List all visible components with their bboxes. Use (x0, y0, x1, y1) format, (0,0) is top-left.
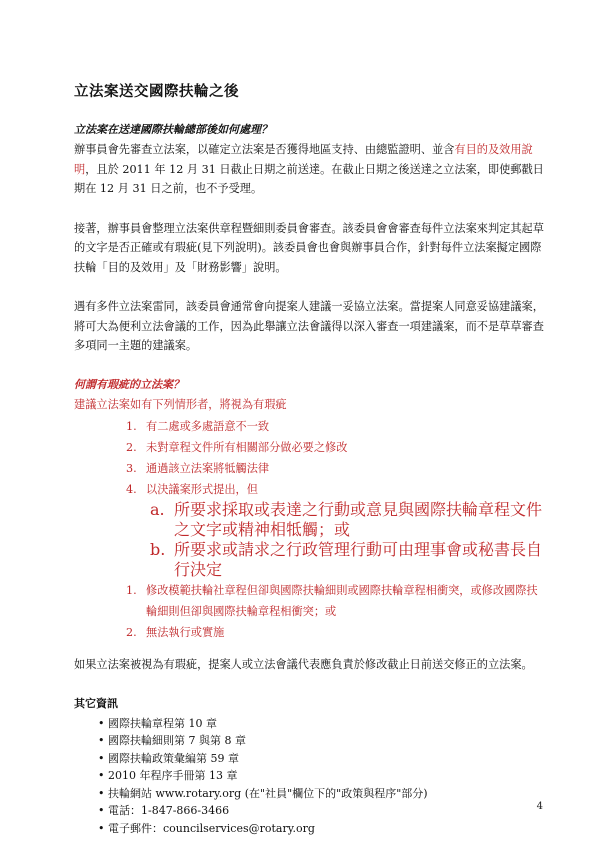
list-item (74, 732, 544, 750)
bullet-icon: • (98, 734, 105, 747)
list-item (74, 750, 544, 768)
list-item (74, 622, 544, 643)
sublist-item-text: 所要求採取或表達之行動或意見與國際扶輪章程文件之文字或精神相牴觸；或 (174, 500, 543, 539)
list-item (74, 785, 544, 803)
defect-list (74, 416, 544, 500)
paragraph-compromise: 遇有多件立法案雷同，該委員會通常會向提案人建議一妥協立法案。當提案人同意妥協建議案，將可大為便利立法會議的工作，因為此舉讓立法會議得以深入審查一項建議案，而不是草草審查多項同一主題的建議案。 (74, 300, 544, 352)
paragraph-review (74, 140, 544, 199)
list-number: 2. (126, 441, 137, 454)
list-number: 4. (126, 483, 137, 496)
paragraph-defective-outro: 如果立法案被視為有瑕疵，提案人或立法會議代表應負責於修改截止日前送交修正的立法案。 (74, 658, 533, 671)
sublist-item (74, 500, 544, 540)
list-item-text: 修改模範扶輪社章程但卻與國際扶輪細則或國際扶輪章程相衝突，或修改國際扶輪細則但卻與國際扶輪章程相衝突；或 (146, 584, 538, 618)
list-item (74, 580, 544, 622)
defect-list-continued (74, 580, 544, 643)
document-page (74, 80, 544, 837)
list-item (74, 437, 544, 458)
email-link[interactable]: 電子郵件：councilservices@rotary.org (108, 821, 315, 835)
list-number: 1. (126, 584, 137, 597)
bullet-icon: • (98, 821, 105, 835)
list-item (74, 479, 544, 500)
list-item (74, 715, 544, 733)
bullet-icon: • (98, 804, 105, 817)
defective-intro: 建議立法案如有下列情形者，將視為有瑕疵 (74, 397, 287, 411)
list-item-text: 通過該立法案將牴觸法律 (146, 462, 270, 475)
section-heading-defective: 何謂有瑕疵的立法案？ (74, 377, 184, 391)
website-link[interactable]: 扶輪網站 www.rotary.org (在"社員"欄位下的"政策與程序"部分) (108, 786, 428, 800)
list-number: 1. (126, 420, 137, 433)
info-heading: 其它資訊 (74, 696, 118, 710)
list-number: 2. (126, 626, 137, 639)
bullet-icon: • (98, 716, 105, 730)
info-item-text: 國際扶輪章程第 10 章 (108, 716, 217, 730)
bullet-icon: • (98, 751, 105, 765)
bullet-icon: • (98, 769, 105, 782)
page-title: 立法案送交國際扶輪之後 (74, 84, 239, 100)
page-number: 4 (536, 801, 543, 812)
paragraph-committee: 接著，辦事員會整理立法案供章程暨細則委員會審查。該委員會會審查每件立法案來判定其起草的文字是否正確或有瑕疵(見下列說明)。該委員會也會與辦事員合作，針對每件立法案擬定國際扶輪「目的及效用」及「財務影響」說明。 (74, 221, 544, 274)
phone-text: 電話：1-847-866-3466 (108, 804, 230, 817)
list-item (74, 458, 544, 479)
info-list (74, 715, 544, 838)
sublist-letter: a. (150, 500, 165, 519)
list-item (74, 416, 544, 437)
list-item-text: 以決議案形式提出，但 (146, 483, 258, 496)
sublist-item (74, 540, 544, 580)
list-item (74, 820, 544, 838)
list-item-text: 有二處或多處語意不一致 (146, 420, 270, 433)
list-item (74, 767, 544, 785)
list-item-text: 未對章程文件所有相關部分做必要之修改 (146, 441, 348, 454)
list-number: 3. (126, 462, 137, 475)
purpose-effect-link[interactable]: 有目的及效用說明 (74, 143, 533, 176)
info-item-text: 國際扶輪政策彙編第 59 章 (108, 751, 239, 765)
paragraph-review-text-2: ，且於 2011 年 12 月 31 日截止日期之前送達。在截止日期之後送達之立法案，即使郵戳日期在 12 月 31 日之前，也不予受理。 (74, 162, 544, 195)
sublist-letter: b. (150, 540, 166, 559)
sublist-item-text: 所要求或請求之行政管理行動可由理事會或秘書長自行決定 (174, 540, 543, 579)
info-item-text: 2010 年程序手冊第 13 章 (108, 769, 238, 782)
resolution-sublist (74, 500, 544, 580)
list-item-text: 無法執行或實施 (146, 626, 225, 639)
paragraph-review-text-1: 辦事員會先審查立法案，以確定立法案是否獲得地區支持、由總監證明、並含 (74, 143, 455, 156)
info-item-text: 國際扶輪細則第 7 與第 8 章 (108, 734, 246, 747)
list-item (74, 802, 544, 820)
bullet-icon: • (98, 786, 105, 800)
section-heading-after-submission: 立法案在送達國際扶輪總部後如何處理？ (74, 123, 272, 136)
